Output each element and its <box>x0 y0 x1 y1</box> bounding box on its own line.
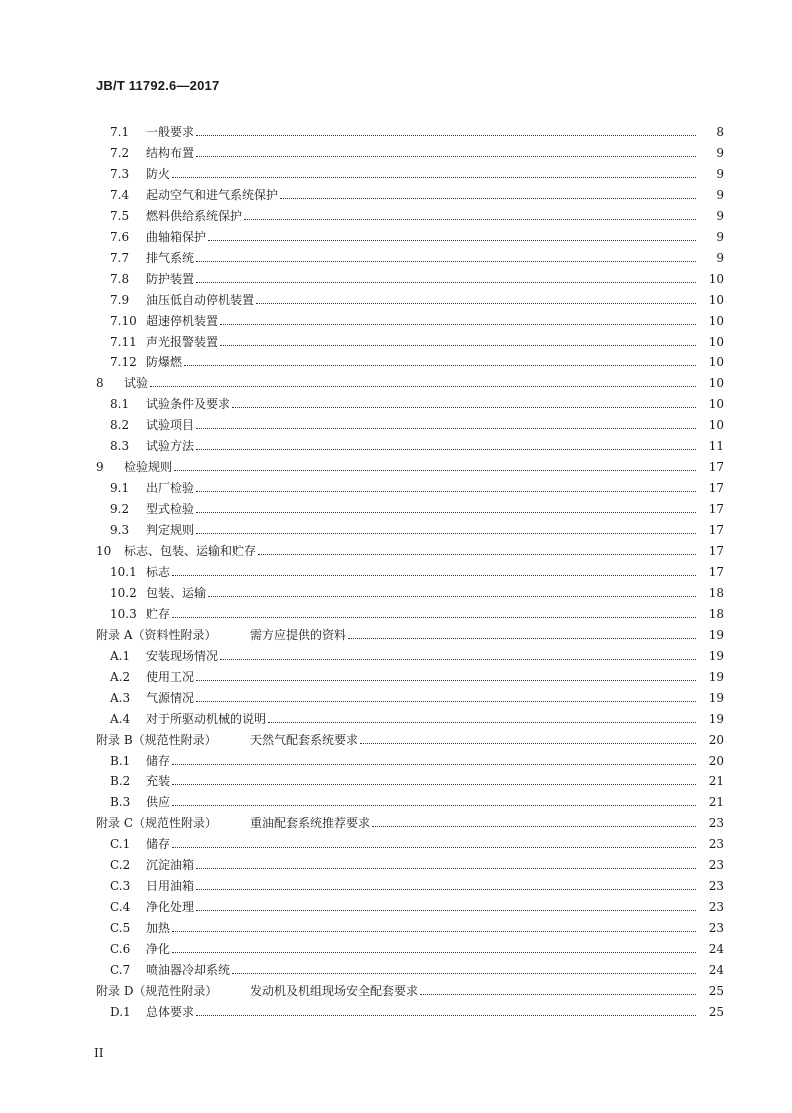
toc-entry[interactable] <box>0 498 792 516</box>
toc-dot-leader <box>372 825 696 827</box>
toc-dot-leader <box>172 783 696 785</box>
toc-entry[interactable] <box>0 833 792 851</box>
toc-entry[interactable] <box>0 791 792 809</box>
toc-dot-leader <box>172 804 696 806</box>
toc-entry[interactable] <box>0 624 792 642</box>
toc-entry-number: 附录 A（资料性附录） <box>96 627 217 642</box>
toc-entry-title: 总体要求 <box>146 1004 195 1019</box>
toc-entry-number: 7.11 <box>110 334 137 349</box>
toc-entry-title: 对于所驱动机械的说明 <box>146 711 267 726</box>
toc-dot-leader <box>420 993 696 995</box>
document-code-header: JB/T 11792.6—2017 <box>96 78 220 93</box>
toc-entry-title: 结构布置 <box>146 145 195 160</box>
toc-entry-number: 9.3 <box>110 523 130 538</box>
toc-entry-page: 23 <box>708 921 724 936</box>
toc-dot-leader <box>196 490 696 492</box>
toc-entry-title: 喷油器冷却系统 <box>146 963 231 977</box>
toc-dot-leader <box>150 385 696 387</box>
toc-entry[interactable] <box>0 708 792 726</box>
toc-entry-number: C.1 <box>110 837 131 852</box>
toc-entry-page: 9 <box>716 187 724 202</box>
toc-entry-page: 19 <box>708 711 724 726</box>
toc-dot-leader <box>196 909 696 911</box>
toc-dot-leader <box>232 406 696 408</box>
toc-entry[interactable] <box>0 184 792 202</box>
toc-entry-page: 24 <box>708 963 724 977</box>
toc-entry-title: 充装 <box>146 774 171 789</box>
toc-entry-title: 防爆燃 <box>146 355 183 370</box>
toc-entry[interactable] <box>0 875 792 893</box>
toc-entry-number: 9.1 <box>110 481 130 496</box>
toc-dot-leader <box>196 427 696 429</box>
toc-entry-title: 起动空气和进气系统保护 <box>146 187 279 202</box>
toc-entry-title: 试验项目 <box>146 418 195 433</box>
toc-entry-title: 油压低自动停机装置 <box>146 292 255 307</box>
toc-entry-page: 20 <box>708 732 724 747</box>
toc-dot-leader <box>232 972 696 974</box>
toc-dot-leader <box>220 344 696 346</box>
toc-entry[interactable] <box>0 456 792 474</box>
toc-entry-page: 25 <box>708 983 724 998</box>
toc-entry-page: 17 <box>708 460 724 475</box>
toc-entry-page: 17 <box>708 502 724 517</box>
toc-entry[interactable] <box>0 561 792 579</box>
toc-entry[interactable] <box>0 896 792 914</box>
toc-entry-number: 8.2 <box>110 418 130 433</box>
toc-dot-leader <box>172 176 696 178</box>
toc-entry-page: 19 <box>708 627 724 642</box>
toc-entry-title: 判定规则 <box>146 523 195 538</box>
toc-entry[interactable] <box>0 289 792 307</box>
toc-entry[interactable] <box>0 247 792 265</box>
toc-entry[interactable] <box>0 351 792 369</box>
toc-entry-number: C.6 <box>110 942 131 957</box>
toc-entry-title: 试验 <box>124 376 149 391</box>
toc-dot-leader <box>280 197 696 199</box>
toc-entry[interactable] <box>0 310 792 328</box>
toc-entry[interactable] <box>0 603 792 621</box>
toc-dot-leader <box>172 951 696 953</box>
toc-entry-number: A.3 <box>110 690 131 705</box>
toc-entry-title: 曲轴箱保护 <box>146 229 207 244</box>
toc-dot-leader <box>172 763 696 765</box>
toc-entry-number: B.3 <box>110 795 131 810</box>
toc-entry[interactable] <box>0 917 792 935</box>
toc-entry[interactable] <box>0 331 792 349</box>
toc-dot-leader <box>196 260 696 262</box>
toc-dot-leader <box>208 239 696 241</box>
toc-entry-page: 21 <box>708 774 724 789</box>
toc-entry-title: 天然气配套系统要求 <box>250 732 359 747</box>
toc-dot-leader <box>196 532 696 534</box>
toc-entry-page: 9 <box>716 166 724 181</box>
toc-entry[interactable] <box>0 142 792 160</box>
toc-dot-leader <box>196 1014 696 1016</box>
toc-entry[interactable] <box>0 414 792 432</box>
toc-entry-title: 检验规则 <box>124 460 173 475</box>
toc-dot-leader <box>196 679 696 681</box>
toc-entry-number: 10.3 <box>110 606 137 621</box>
toc-entry-number: 10.2 <box>110 585 137 600</box>
toc-entry-number: 7.6 <box>110 229 130 244</box>
toc-entry-page: 19 <box>708 669 724 684</box>
toc-entry-number: 7.8 <box>110 271 130 286</box>
toc-entry-number: 7.4 <box>110 187 130 202</box>
toc-entry-title: 储存 <box>146 837 171 852</box>
toc-entry-title: 安装现场情况 <box>146 648 219 663</box>
toc-entry[interactable] <box>0 393 792 411</box>
toc-entry-page: 23 <box>708 879 724 894</box>
toc-entry-number: 9 <box>96 460 104 475</box>
toc-entry[interactable] <box>0 477 792 495</box>
toc-entry-page: 11 <box>708 439 724 454</box>
toc-entry-number: 附录 C（规范性附录） <box>96 816 217 831</box>
toc-entry-page: 24 <box>708 942 724 957</box>
toc-entry-page: 9 <box>716 145 724 160</box>
toc-entry-page: 10 <box>708 418 724 433</box>
toc-entry-page: 8 <box>716 125 724 139</box>
toc-entry[interactable] <box>0 687 792 705</box>
toc-entry-title: 防火 <box>146 166 171 181</box>
toc-entry-page: 10 <box>708 313 724 328</box>
toc-entry-page: 10 <box>708 376 724 391</box>
toc-entry-title: 一般要求 <box>146 125 195 139</box>
toc-entry-number: C.4 <box>110 900 131 915</box>
toc-entry-number: D.1 <box>110 1004 131 1019</box>
toc-entry-title: 标志、包装、运输和贮存 <box>124 544 257 558</box>
toc-entry-page: 23 <box>708 900 724 915</box>
toc-entry-title: 试验条件及要求 <box>146 397 231 412</box>
toc-entry-page: 10 <box>708 292 724 307</box>
toc-entry-number: 附录 B（规范性附录） <box>96 732 217 747</box>
toc-entry-title: 声光报警装置 <box>146 334 219 349</box>
toc-entry[interactable] <box>0 812 792 830</box>
toc-entry[interactable] <box>0 1001 792 1019</box>
toc-entry-title: 净化处理 <box>146 900 195 915</box>
toc-entry-number: 附录 D（规范性附录） <box>96 983 218 998</box>
toc-entry-page: 17 <box>708 523 724 538</box>
toc-dot-leader <box>172 846 696 848</box>
toc-entry-number: 7.5 <box>110 208 130 223</box>
toc-entry-number: C.5 <box>110 921 131 936</box>
toc-dot-leader <box>184 364 696 366</box>
toc-entry[interactable] <box>0 205 792 223</box>
toc-entry[interactable] <box>0 729 792 747</box>
toc-dot-leader <box>196 281 696 283</box>
toc-entry-title: 包装、运输 <box>146 585 207 600</box>
toc-entry[interactable] <box>0 666 792 684</box>
toc-entry[interactable] <box>0 121 792 139</box>
toc-entry-title: 净化 <box>146 942 171 957</box>
toc-entry-number: 7.12 <box>110 355 137 370</box>
toc-entry[interactable] <box>0 770 792 788</box>
toc-dot-leader <box>196 511 696 513</box>
toc-entry-page: 10 <box>708 334 724 349</box>
toc-dot-leader <box>360 742 696 744</box>
toc-entry[interactable] <box>0 372 792 390</box>
toc-entry[interactable] <box>0 938 792 956</box>
toc-entry-page: 18 <box>708 606 724 621</box>
toc-entry-title: 贮存 <box>146 606 171 621</box>
toc-entry-title: 日用油箱 <box>146 879 195 894</box>
toc-entry-number: 7.3 <box>110 166 130 181</box>
toc-entry-page: 23 <box>708 837 724 852</box>
toc-entry-title: 燃料供给系统保护 <box>146 208 243 223</box>
toc-entry-number: 9.2 <box>110 502 130 517</box>
toc-entry[interactable] <box>0 959 792 977</box>
toc-dot-leader <box>268 721 696 723</box>
toc-entry-page: 23 <box>708 858 724 873</box>
toc-entry-title: 气源情况 <box>146 690 195 705</box>
toc-dot-leader <box>196 888 696 890</box>
toc-entry-page: 18 <box>708 585 724 600</box>
toc-entry-number: 10 <box>96 544 112 558</box>
toc-entry-page: 9 <box>716 250 724 265</box>
toc-entry-number: B.1 <box>110 753 131 768</box>
toc-entry-number: 7.9 <box>110 292 130 307</box>
toc-entry-number: 7.10 <box>110 313 137 328</box>
toc-entry-page: 10 <box>708 397 724 412</box>
toc-entry-page: 20 <box>708 753 724 768</box>
toc-dot-leader <box>208 595 696 597</box>
toc-entry-number: 7.1 <box>110 125 130 139</box>
toc-dot-leader <box>196 448 696 450</box>
toc-entry[interactable] <box>0 519 792 537</box>
toc-entry[interactable] <box>0 980 792 998</box>
toc-entry-page: 25 <box>708 1004 724 1019</box>
toc-entry[interactable] <box>0 582 792 600</box>
toc-entry-number: B.2 <box>110 774 131 789</box>
toc-dot-leader <box>196 155 696 157</box>
toc-entry-title: 防护装置 <box>146 271 195 286</box>
toc-entry-number: C.3 <box>110 879 131 894</box>
toc-entry-page: 10 <box>708 355 724 370</box>
toc-entry-page: 21 <box>708 795 724 810</box>
toc-dot-leader <box>256 302 696 304</box>
toc-dot-leader <box>244 218 696 220</box>
toc-entry-title: 使用工况 <box>146 669 195 684</box>
toc-entry-title: 排气系统 <box>146 250 195 265</box>
toc-dot-leader <box>196 700 696 702</box>
toc-entry-number: C.7 <box>110 963 131 977</box>
toc-entry-page: 19 <box>708 690 724 705</box>
toc-entry-number: A.2 <box>110 669 131 684</box>
toc-entry-number: 8 <box>96 376 104 391</box>
toc-entry-title: 需方应提供的资料 <box>250 627 347 642</box>
toc-dot-leader <box>174 469 696 471</box>
toc-entry-title: 储存 <box>146 753 171 768</box>
toc-entry-page: 17 <box>708 544 724 558</box>
toc-entry-number: 8.3 <box>110 439 130 454</box>
toc-dot-leader <box>196 134 696 136</box>
toc-entry-title: 发动机及机组现场安全配套要求 <box>250 983 419 998</box>
toc-dot-leader <box>196 867 696 869</box>
toc-entry-title: 超速停机装置 <box>146 313 219 328</box>
toc-entry-page: 17 <box>708 564 724 579</box>
toc-entry-page: 23 <box>708 816 724 831</box>
toc-entry-page: 10 <box>708 271 724 286</box>
toc-dot-leader <box>220 323 696 325</box>
page-number: II <box>94 1046 104 1060</box>
toc-entry-title: 加热 <box>146 921 171 936</box>
toc-dot-leader <box>220 658 696 660</box>
toc-entry[interactable] <box>0 268 792 286</box>
toc-entry-page: 19 <box>708 648 724 663</box>
toc-entry-title: 重油配套系统推荐要求 <box>250 816 371 831</box>
toc-entry-title: 沉淀油箱 <box>146 858 195 873</box>
toc-entry[interactable] <box>0 540 792 558</box>
toc-entry[interactable] <box>0 435 792 453</box>
toc-entry[interactable] <box>0 163 792 181</box>
toc-entry-number: A.1 <box>110 648 131 663</box>
toc-dot-leader <box>172 574 696 576</box>
toc-dot-leader <box>172 616 696 618</box>
toc-entry-page: 9 <box>716 229 724 244</box>
toc-entry-number: 10.1 <box>110 564 137 579</box>
toc-entry-title: 出厂检验 <box>146 481 195 496</box>
toc-dot-leader <box>258 553 696 555</box>
toc-entry[interactable] <box>0 226 792 244</box>
toc-entry-number: 7.7 <box>110 250 130 265</box>
toc-entry-title: 试验方法 <box>146 439 195 454</box>
toc-entry-title: 标志 <box>146 564 171 579</box>
toc-entry-page: 9 <box>716 208 724 223</box>
toc-entry-number: A.4 <box>110 711 131 726</box>
toc-entry-title: 供应 <box>146 795 171 810</box>
toc-entry-page: 17 <box>708 481 724 496</box>
toc-entry[interactable] <box>0 854 792 872</box>
toc-dot-leader <box>348 637 696 639</box>
toc-entry-number: 8.1 <box>110 397 130 412</box>
toc-entry-title: 型式检验 <box>146 502 195 517</box>
toc-entry[interactable] <box>0 750 792 768</box>
toc-entry-number: C.2 <box>110 858 131 873</box>
toc-dot-leader <box>172 930 696 932</box>
toc-entry[interactable] <box>0 645 792 663</box>
toc-entry-number: 7.2 <box>110 145 130 160</box>
